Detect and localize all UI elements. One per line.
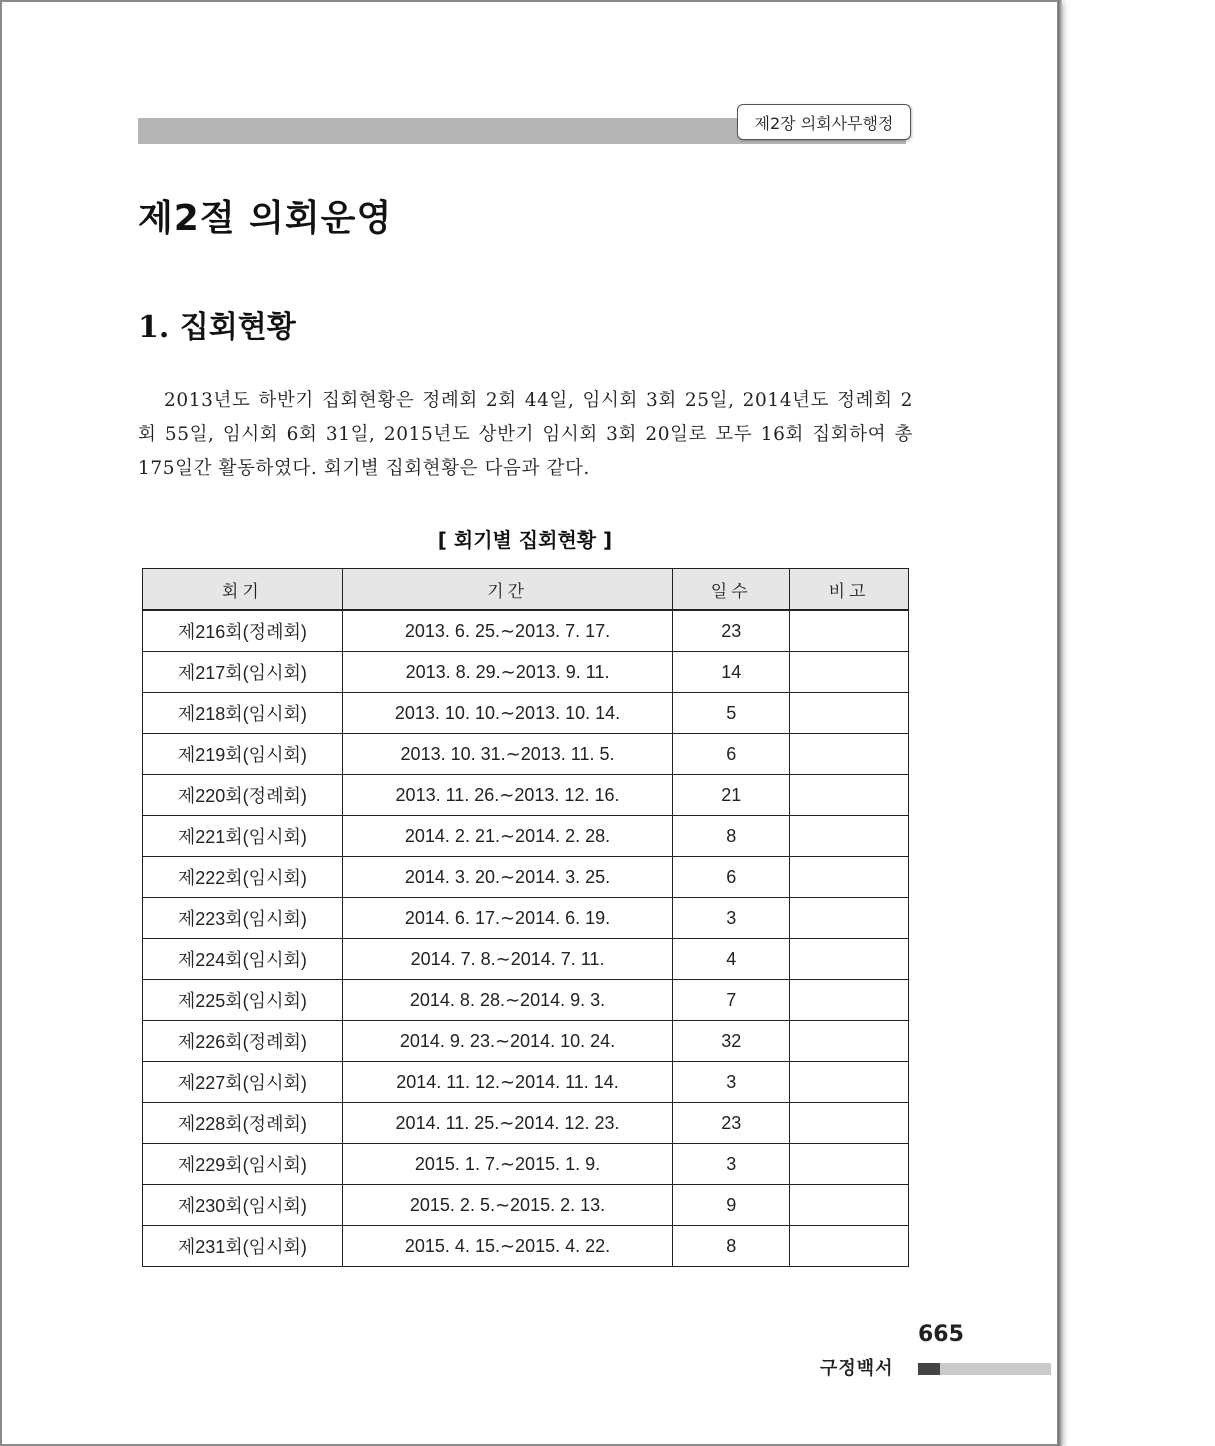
cell-days: 8	[673, 816, 790, 857]
header-period: 기간	[342, 569, 673, 611]
page-edge	[1058, 0, 1062, 1446]
cell-session: 제217회(임시회)	[143, 652, 343, 693]
cell-days: 5	[673, 693, 790, 734]
cell-note	[790, 610, 909, 652]
cell-days: 9	[673, 1185, 790, 1226]
cell-session: 제223회(임시회)	[143, 898, 343, 939]
cell-note	[790, 980, 909, 1021]
cell-note	[790, 775, 909, 816]
cell-days: 8	[673, 1226, 790, 1267]
cell-days: 21	[673, 775, 790, 816]
cell-note	[790, 898, 909, 939]
cell-note	[790, 816, 909, 857]
table-row	[143, 1185, 909, 1226]
cell-note	[790, 1185, 909, 1226]
cell-note	[790, 693, 909, 734]
table-row	[143, 898, 909, 939]
cell-days: 3	[673, 1144, 790, 1185]
cell-period: 2014. 9. 23.∼2014. 10. 24.	[342, 1021, 673, 1062]
table-caption: [ 회기별 집회현황 ]	[437, 528, 613, 552]
cell-session: 제226회(정례회)	[143, 1021, 343, 1062]
cell-session: 제218회(임시회)	[143, 693, 343, 734]
cell-days: 14	[673, 652, 790, 693]
table-row	[143, 939, 909, 980]
cell-period: 2014. 6. 17.∼2014. 6. 19.	[342, 898, 673, 939]
header-note: 비고	[790, 569, 909, 611]
cell-period: 2014. 2. 21.∼2014. 2. 28.	[342, 816, 673, 857]
cell-session: 제230회(임시회)	[143, 1185, 343, 1226]
cell-days: 3	[673, 1062, 790, 1103]
cell-days: 23	[673, 1103, 790, 1144]
cell-period: 2014. 11. 25.∼2014. 12. 23.	[342, 1103, 673, 1144]
cell-period: 2013. 11. 26.∼2013. 12. 16.	[342, 775, 673, 816]
body-paragraph: 2013년도 하반기 집회현황은 정례회 2회 44일, 임시회 3회 25일, 2014년도 정례회 2회 55일, 임시회 6회 31일, 2015년도 상반기 임시회 3회 20일로 모두 16회 집회하여 총 175일간 활동하였다. 회기별 집회현황은 다음과 같다.	[138, 390, 913, 479]
cell-period: 2013. 8. 29.∼2013. 9. 11.	[342, 652, 673, 693]
page-number: 665	[918, 1322, 964, 1347]
cell-period: 2015. 2. 5.∼2015. 2. 13.	[342, 1185, 673, 1226]
cell-session: 제221회(임시회)	[143, 816, 343, 857]
table-row	[143, 1062, 909, 1103]
table-row	[143, 980, 909, 1021]
cell-session: 제229회(임시회)	[143, 1144, 343, 1185]
table-row	[143, 1226, 909, 1267]
table-row	[143, 1103, 909, 1144]
table-row	[143, 652, 909, 693]
cell-period: 2014. 11. 12.∼2014. 11. 14.	[342, 1062, 673, 1103]
cell-period: 2013. 10. 31.∼2013. 11. 5.	[342, 734, 673, 775]
cell-note	[790, 1103, 909, 1144]
chapter-tag: 제2장 의회사무행정	[737, 104, 911, 140]
cell-period: 2014. 3. 20.∼2014. 3. 25.	[342, 857, 673, 898]
cell-days: 6	[673, 857, 790, 898]
footer-bar-accent	[918, 1363, 940, 1375]
cell-note	[790, 1021, 909, 1062]
cell-days: 4	[673, 939, 790, 980]
cell-session: 제216회(정례회)	[143, 610, 343, 652]
table-header-row	[143, 569, 909, 611]
cell-note	[790, 1226, 909, 1267]
table-row	[143, 693, 909, 734]
cell-session: 제222회(임시회)	[143, 857, 343, 898]
cell-period: 2014. 7. 8.∼2014. 7. 11.	[342, 939, 673, 980]
cell-period: 2013. 10. 10.∼2013. 10. 14.	[342, 693, 673, 734]
table-row	[143, 1021, 909, 1062]
footer-book-title: 구정백서	[820, 1358, 894, 1379]
table-body	[143, 610, 909, 1267]
cell-note	[790, 857, 909, 898]
header-session: 회기	[143, 569, 343, 611]
table-row	[143, 1144, 909, 1185]
cell-note	[790, 1144, 909, 1185]
cell-period: 2015. 4. 15.∼2015. 4. 22.	[342, 1226, 673, 1267]
table-row	[143, 775, 909, 816]
cell-note	[790, 1062, 909, 1103]
table-row	[143, 734, 909, 775]
cell-days: 32	[673, 1021, 790, 1062]
cell-session: 제219회(임시회)	[143, 734, 343, 775]
section-title: 제2절 의회운영	[138, 198, 393, 239]
cell-session: 제231회(임시회)	[143, 1226, 343, 1267]
cell-session: 제220회(정례회)	[143, 775, 343, 816]
table-row	[143, 857, 909, 898]
header-days: 일수	[673, 569, 790, 611]
cell-session: 제228회(정례회)	[143, 1103, 343, 1144]
cell-note	[790, 652, 909, 693]
cell-days: 6	[673, 734, 790, 775]
cell-period: 2014. 8. 28.∼2014. 9. 3.	[342, 980, 673, 1021]
cell-days: 7	[673, 980, 790, 1021]
cell-days: 23	[673, 610, 790, 652]
cell-period: 2015. 1. 7.∼2015. 1. 9.	[342, 1144, 673, 1185]
cell-session: 제224회(임시회)	[143, 939, 343, 980]
table-row	[143, 610, 909, 652]
cell-session: 제227회(임시회)	[143, 1062, 343, 1103]
subsection-title: 1. 집회현황	[138, 310, 296, 345]
cell-note	[790, 939, 909, 980]
cell-session: 제225회(임시회)	[143, 980, 343, 1021]
session-table	[142, 568, 909, 1267]
cell-note	[790, 734, 909, 775]
cell-days: 3	[673, 898, 790, 939]
table-row	[143, 816, 909, 857]
cell-period: 2013. 6. 25.∼2013. 7. 17.	[342, 610, 673, 652]
